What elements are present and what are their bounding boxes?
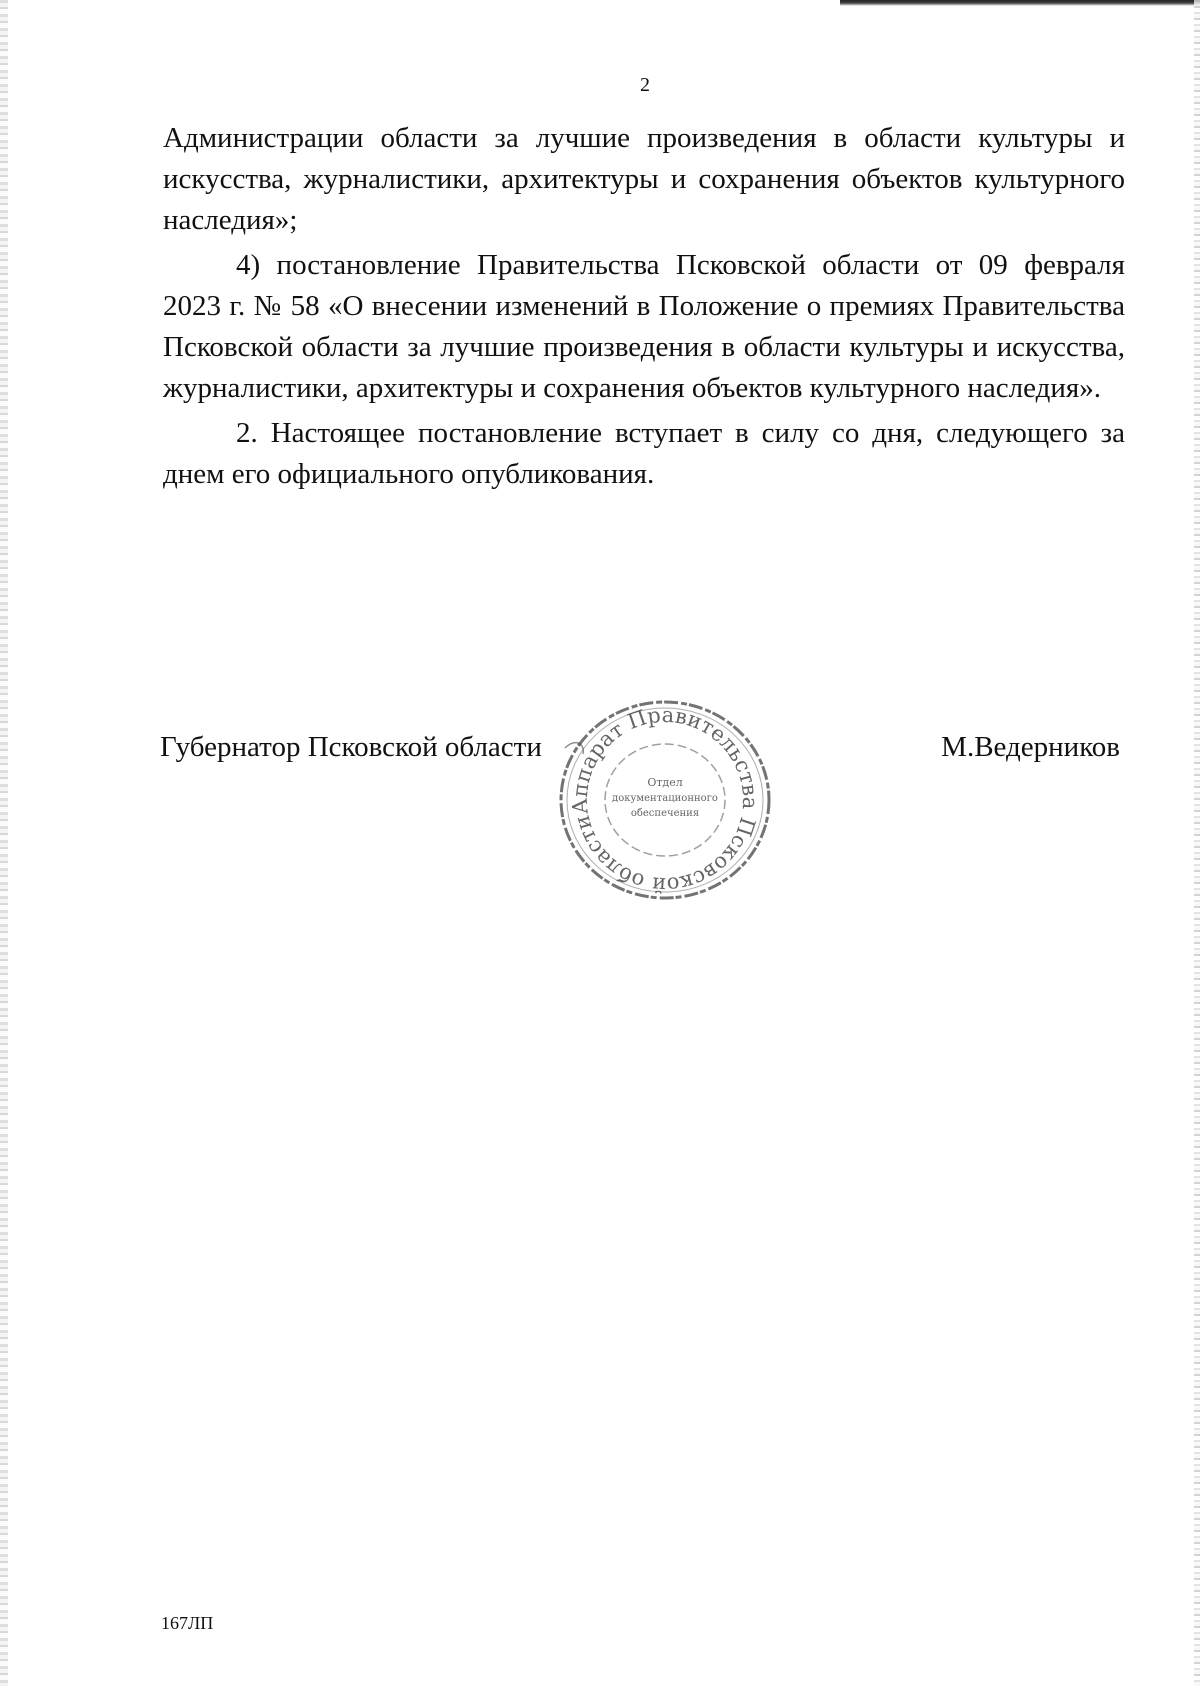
document-code: 167ЛП (161, 1613, 214, 1633)
official-seal (545, 688, 785, 908)
paragraph-continuation: Администрации области за лучшие произведения в области культуры и искусства, журналистики, архитектуры и сохранения объектов культурного наследия»; (163, 122, 1125, 236)
signer-name: М.Ведерников (941, 731, 1120, 763)
document-body (163, 118, 1125, 495)
paragraph-entry-into-force: 2. Настоящее постановление вступает в силу со дня, следующего за днем его официального опубликования. (163, 417, 1125, 490)
seal-inner-line-3: обеспечения (630, 808, 700, 819)
paragraph-item-4: 4) постановление Правительства Псковской области от 09 февраля 2023 г. № 58 «О внесении изменений в Положение о премиях Правительства Псковской области за лучшие произведения в области культуры и искусства, журналистики, архитектуры и сохранения объектов культурного наследия». (163, 249, 1125, 404)
scan-edge-top (840, 0, 1200, 6)
signer-title: Губернатор Псковской области (160, 731, 542, 763)
scan-edge-left (0, 0, 8, 1686)
seal-inner-line-1: Отдел (647, 776, 683, 789)
scan-edge-right (1194, 0, 1200, 1686)
seal-outer-text: Аппарат Правительства Псковской области (567, 702, 763, 898)
page-number: 2 (640, 74, 650, 96)
seal-graphic (545, 688, 785, 908)
seal-inner-line-2: документационного (612, 793, 718, 804)
